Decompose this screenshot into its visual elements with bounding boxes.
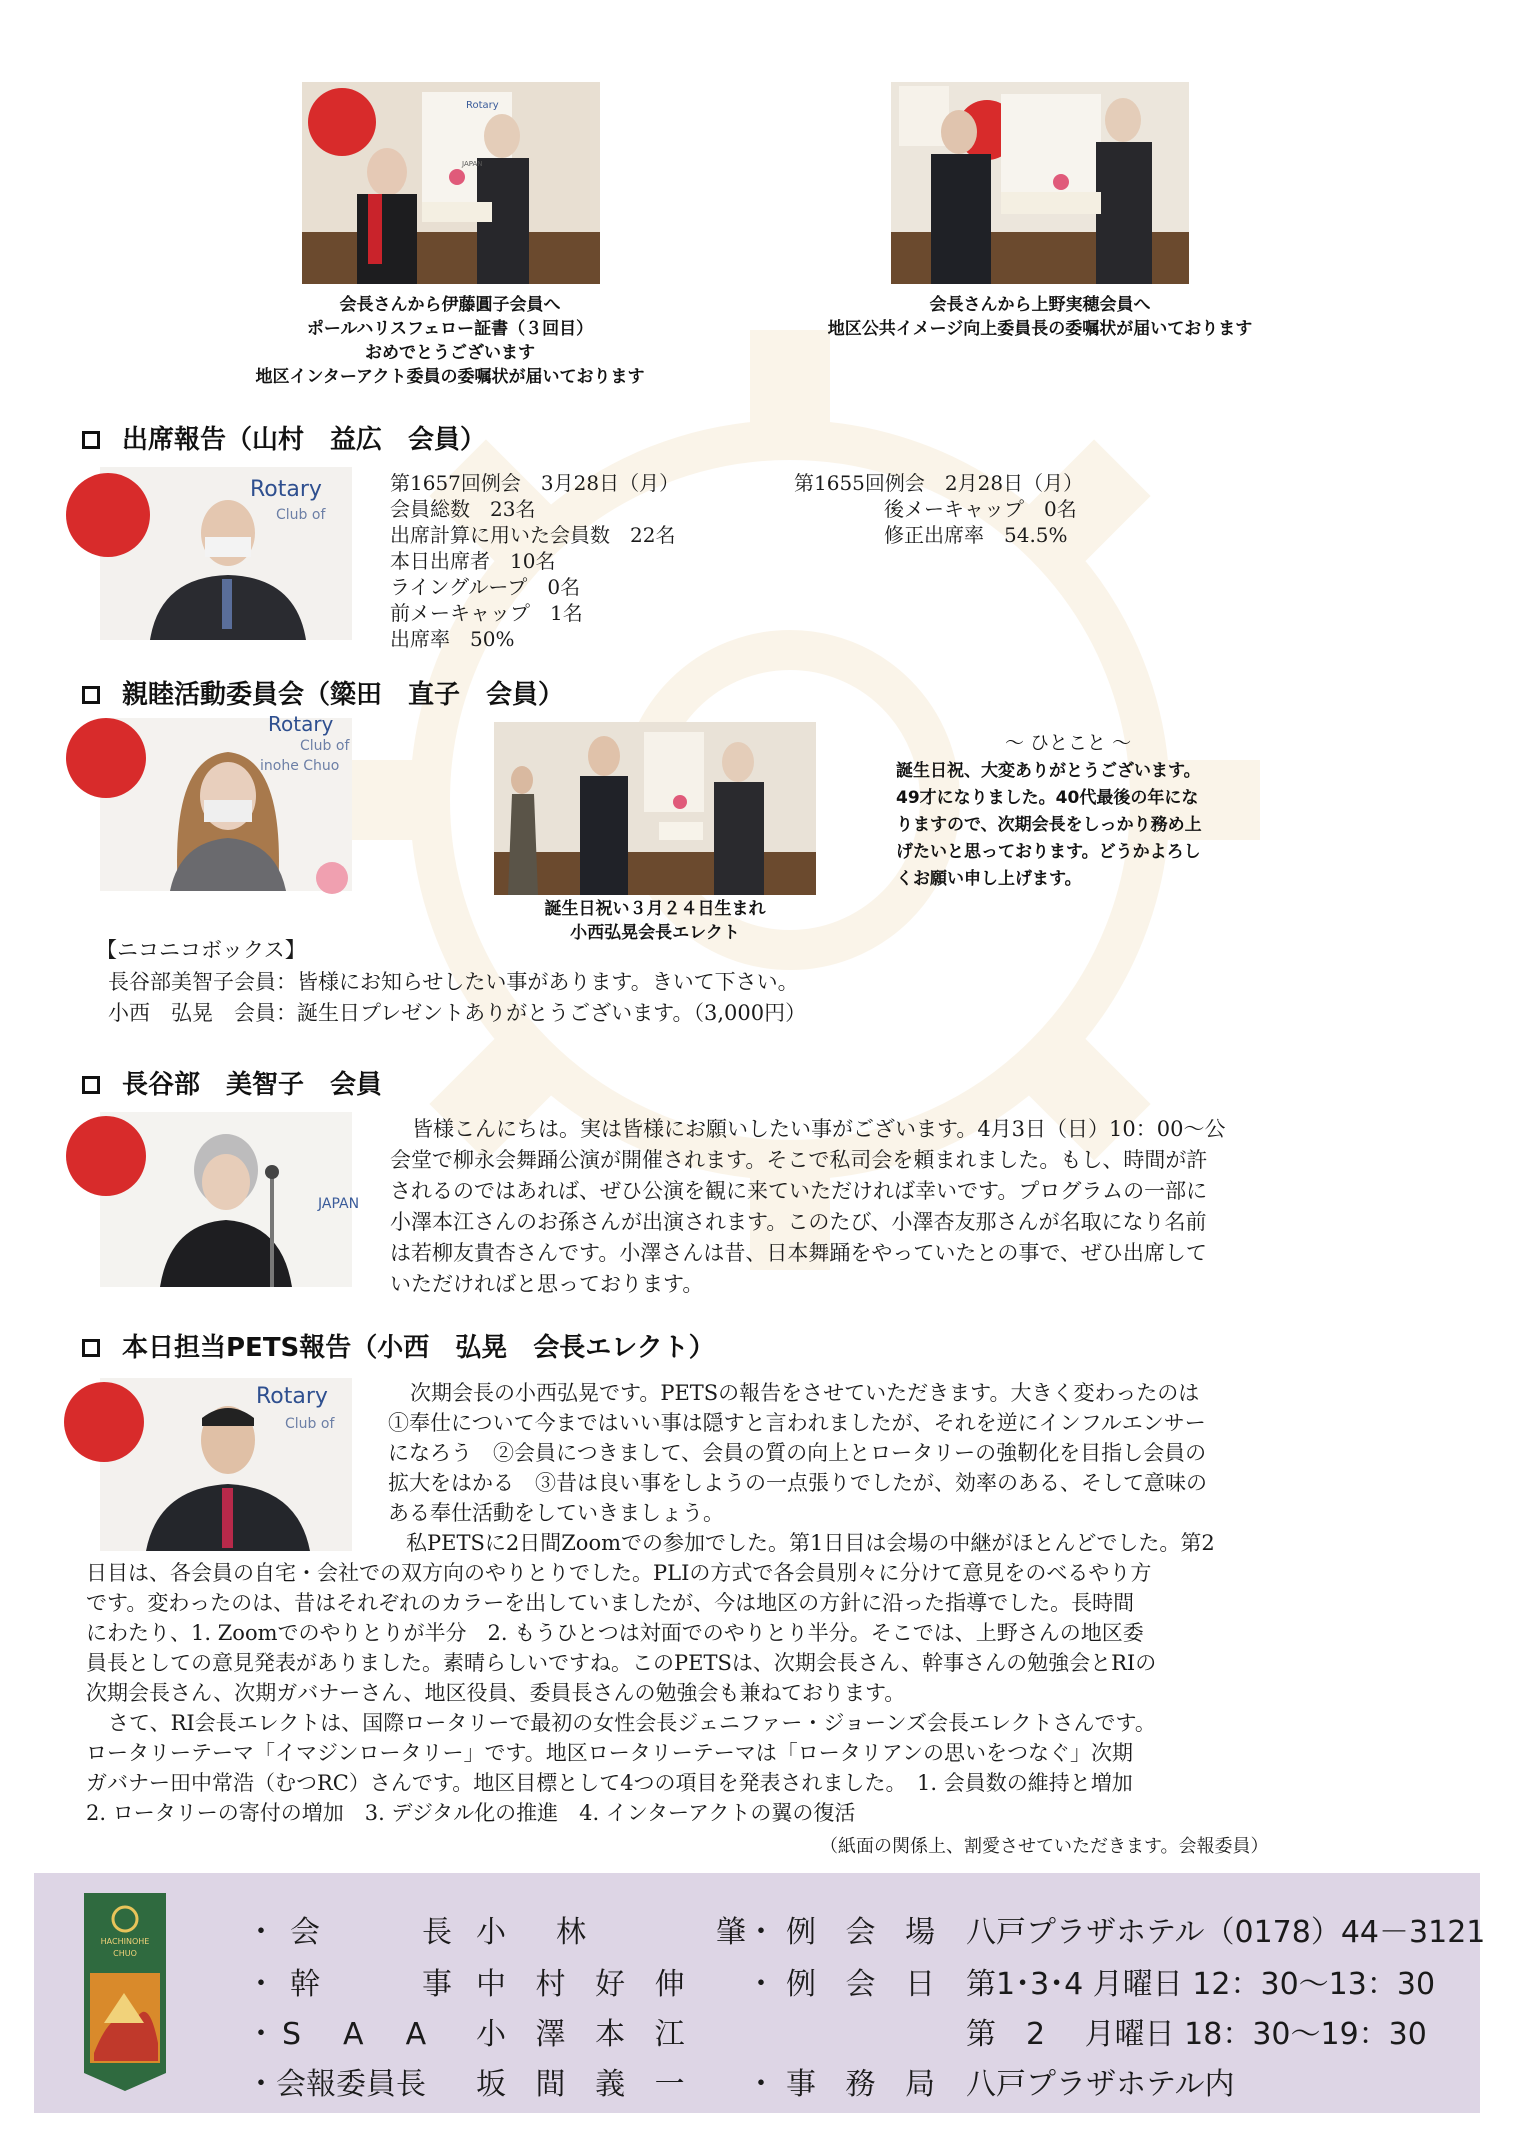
square-bullet-icon	[82, 1076, 100, 1094]
photo-text-rotary: Rotary	[268, 712, 334, 736]
photo-hasebe	[100, 1112, 360, 1287]
photo-text-club-of: Club of	[300, 738, 350, 754]
banner-text: CHUO	[113, 1949, 137, 1958]
club-info-footer: HACHINOHE CHUO ・会 長 小 林 肇 ・例 会 場 八戸プラザホテル（0178）44－3121 ・幹 事 中 村 好 伸 ・例 会 日 第1･3･4 月曜日 12：30～13：30 ・S A A 小 澤 本 江 第 2 月曜日 18：30～19：30 ・会報委員長 坂 間 義 一 ・事 務 局 八戸プラザホテル内	[34, 1873, 1480, 2113]
caption-birthday: 誕生日祝い３月２４日生まれ 小西弘晃会長エレクト	[544, 899, 766, 943]
banner-text: HACHINOHE	[100, 1937, 150, 1946]
square-bullet-icon	[82, 431, 100, 449]
section-title-hasebe: 長谷部 美智子 会員	[82, 1064, 382, 1101]
photo-birthday	[494, 722, 816, 895]
hitokoto-title: ～ ひとこと ～	[1005, 732, 1132, 754]
section-title-pets: 本日担当PETS報告（小西 弘晃 会長エレクト）	[82, 1327, 715, 1364]
section-title-attendance: 出席報告（山村 益広 会員）	[82, 419, 486, 456]
photo-konishi	[100, 1378, 352, 1551]
caption-photo-1: 会長さんから伊藤圓子会員へ ポールハリスフェロー証書（３回目） おめでとうございます 地区インターアクト委員の委嘱状が届いております	[255, 295, 645, 387]
photo-text-japan: JAPAN	[318, 1196, 360, 1212]
photo-text-rotary: Rotary	[466, 100, 499, 111]
photo-text-club-of: Club of	[276, 507, 326, 523]
square-bullet-icon	[82, 1339, 100, 1357]
photo-text-club-of: Club of	[285, 1416, 335, 1432]
nikoniko-item: 長谷部美智子会員：皆様にお知らせしたい事があります。きいて下さい。	[108, 970, 799, 994]
photo-text-rotary: Rotary	[256, 1384, 328, 1409]
pets-note: （紙面の関係上、割愛させていただきます。会報委員）	[820, 1836, 1269, 1857]
square-bullet-icon	[82, 686, 100, 704]
club-banner	[84, 1893, 166, 2091]
caption-photo-2: 会長さんから上野実穂会員へ 地区公共イメージ向上委員長の委嘱状が届いております	[827, 295, 1253, 339]
photo-yanada	[100, 712, 352, 891]
photo-ueno-letter	[891, 82, 1189, 284]
nikoniko-item: 小西 弘晃 会員：誕生日プレゼントありがとうございます。（3,000円）	[108, 1001, 807, 1025]
section-title-social: 親睦活動委員会（簗田 直子 会員）	[82, 674, 564, 711]
nikoniko-title: 【ニコニコボックス】	[96, 938, 306, 962]
photo-ito-award	[302, 82, 600, 284]
photo-yamamura	[100, 467, 352, 640]
photo-text-chuo: inohe Chuo	[260, 758, 340, 774]
photo-text-rotary: Rotary	[250, 477, 322, 502]
photo-text-japan: JAPAN	[462, 160, 483, 168]
